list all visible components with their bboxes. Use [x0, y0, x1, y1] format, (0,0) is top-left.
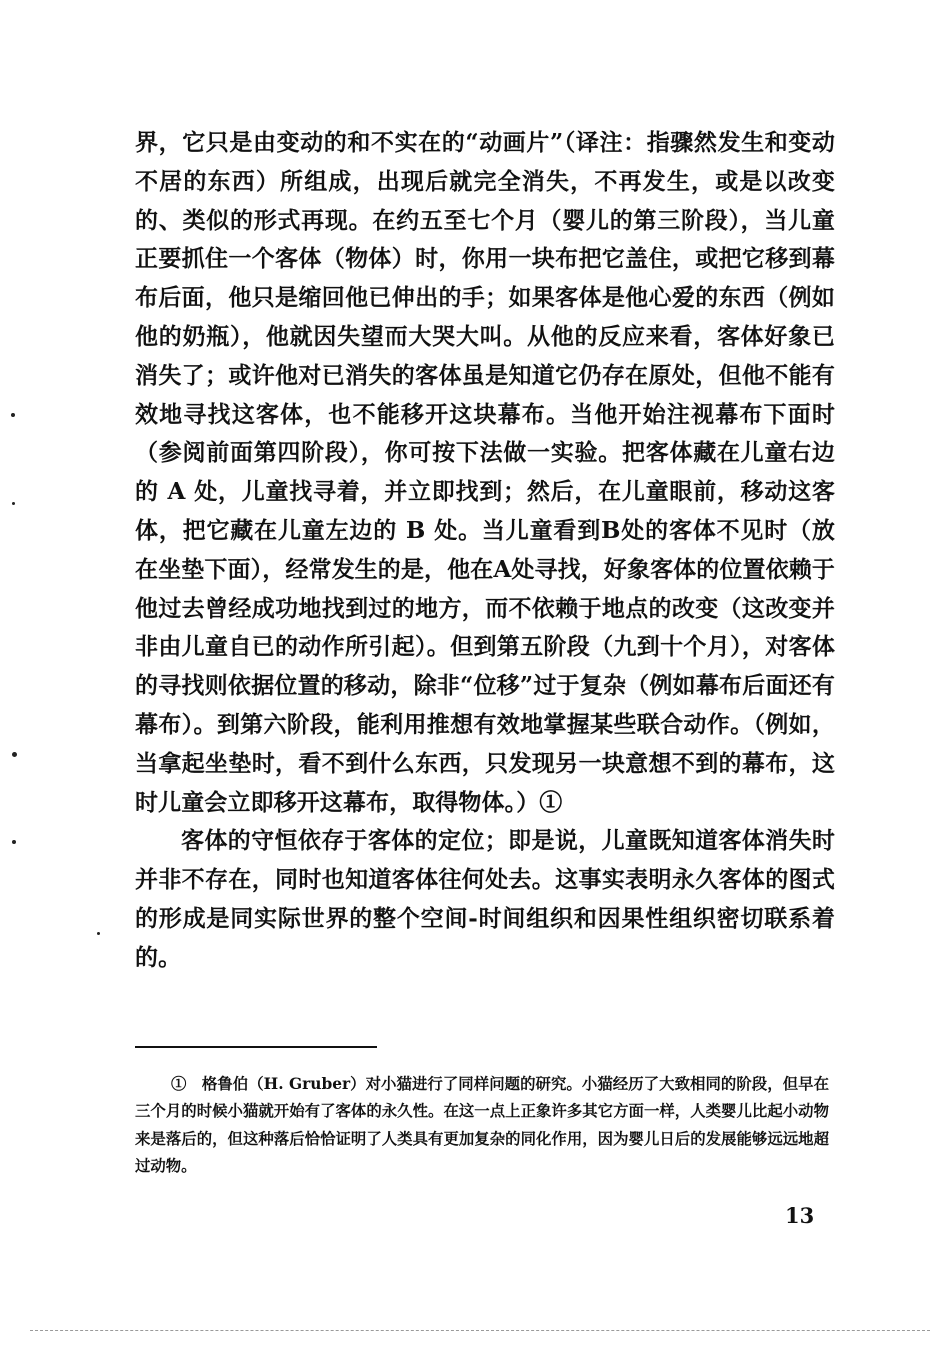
- scan-speck: [12, 840, 16, 844]
- paragraph-1: 界，它只是由变动的和不实在的“动画片”（译注：指骤然发生和变动不居的东西）所组成，出现后就完全消失，不再发生，或是以改变的、类似的形式再现。在约五至七个月（婴儿的第三阶段），当儿童正要抓住一个客体（物体）时，你用一块布把它盖住，或把它移到幕布后面，他只是缩回他已伸出的手；如果客体是他心爱的东西（例如他的奶瓶），他就因失望而大哭大叫。从他的反应来看，客体好象已消失了；或许他对已消失的客体虽是知道它仍存在原处，但他不能有效地寻找这客体，也不能移开这块幕布。当他开始注视幕布下面时（参阅前面第四阶段），你可按下法做一实验。把客体藏在儿童右边的 A 处，儿童找寻着，并立即找到；然后，在儿童眼前，移动这客体，把它藏在儿童左边的 B 处。当儿童看到B处的客体不见时（放在坐垫下面），经常发生的是，他在A处寻找，好象客体的位置依赖于他过去曾经成功地找到过的地方，而不依赖于地点的改变（这改变并非由儿童自已的动作所引起）。但到第五阶段（九到十个月），对客体的寻找则依据位置的移动，除非“位移”过于复杂（例如幕布后面还有幕布）。到第六阶段，能利用推想有效地掌握某些联合动作。（例如，当拿起坐垫时，看不到什么东西，只发现另一块意想不到的幕布，这时儿童会立即移开这幕布，取得物体。）①: [135, 129, 835, 816]
- scan-edge-line: [30, 1330, 930, 1331]
- scan-speck: [12, 752, 17, 757]
- footnote: ① 格鲁伯（H. Gruber）对小猫进行了同样问题的研究。小猫经历了大致相同的阶段，但早在三个月的时候小猫就开始有了客体的永久性。在这一点上正象许多其它方面一样，人类婴儿比起小动物来是落后的，但这种落后恰恰证明了人类具有更加复杂的同化作用，因为婴儿日后的发展能够远远地超过动物。: [135, 1075, 829, 1176]
- scan-speck: [97, 932, 100, 935]
- main-text: [135, 124, 835, 978]
- footnote-divider: [135, 1046, 377, 1048]
- page-number: 13: [785, 1203, 815, 1228]
- paragraph-2: 客体的守恒依存于客体的定位；即是说，儿童既知道客体消失时并非不存在，同时也知道客体往何处去。这事实表明永久客体的图式的形成是同实际世界的整个空间-时间组织和因果性组织密切联系着的。: [135, 827, 835, 971]
- scan-speck: [11, 413, 15, 417]
- scan-speck: [12, 502, 15, 505]
